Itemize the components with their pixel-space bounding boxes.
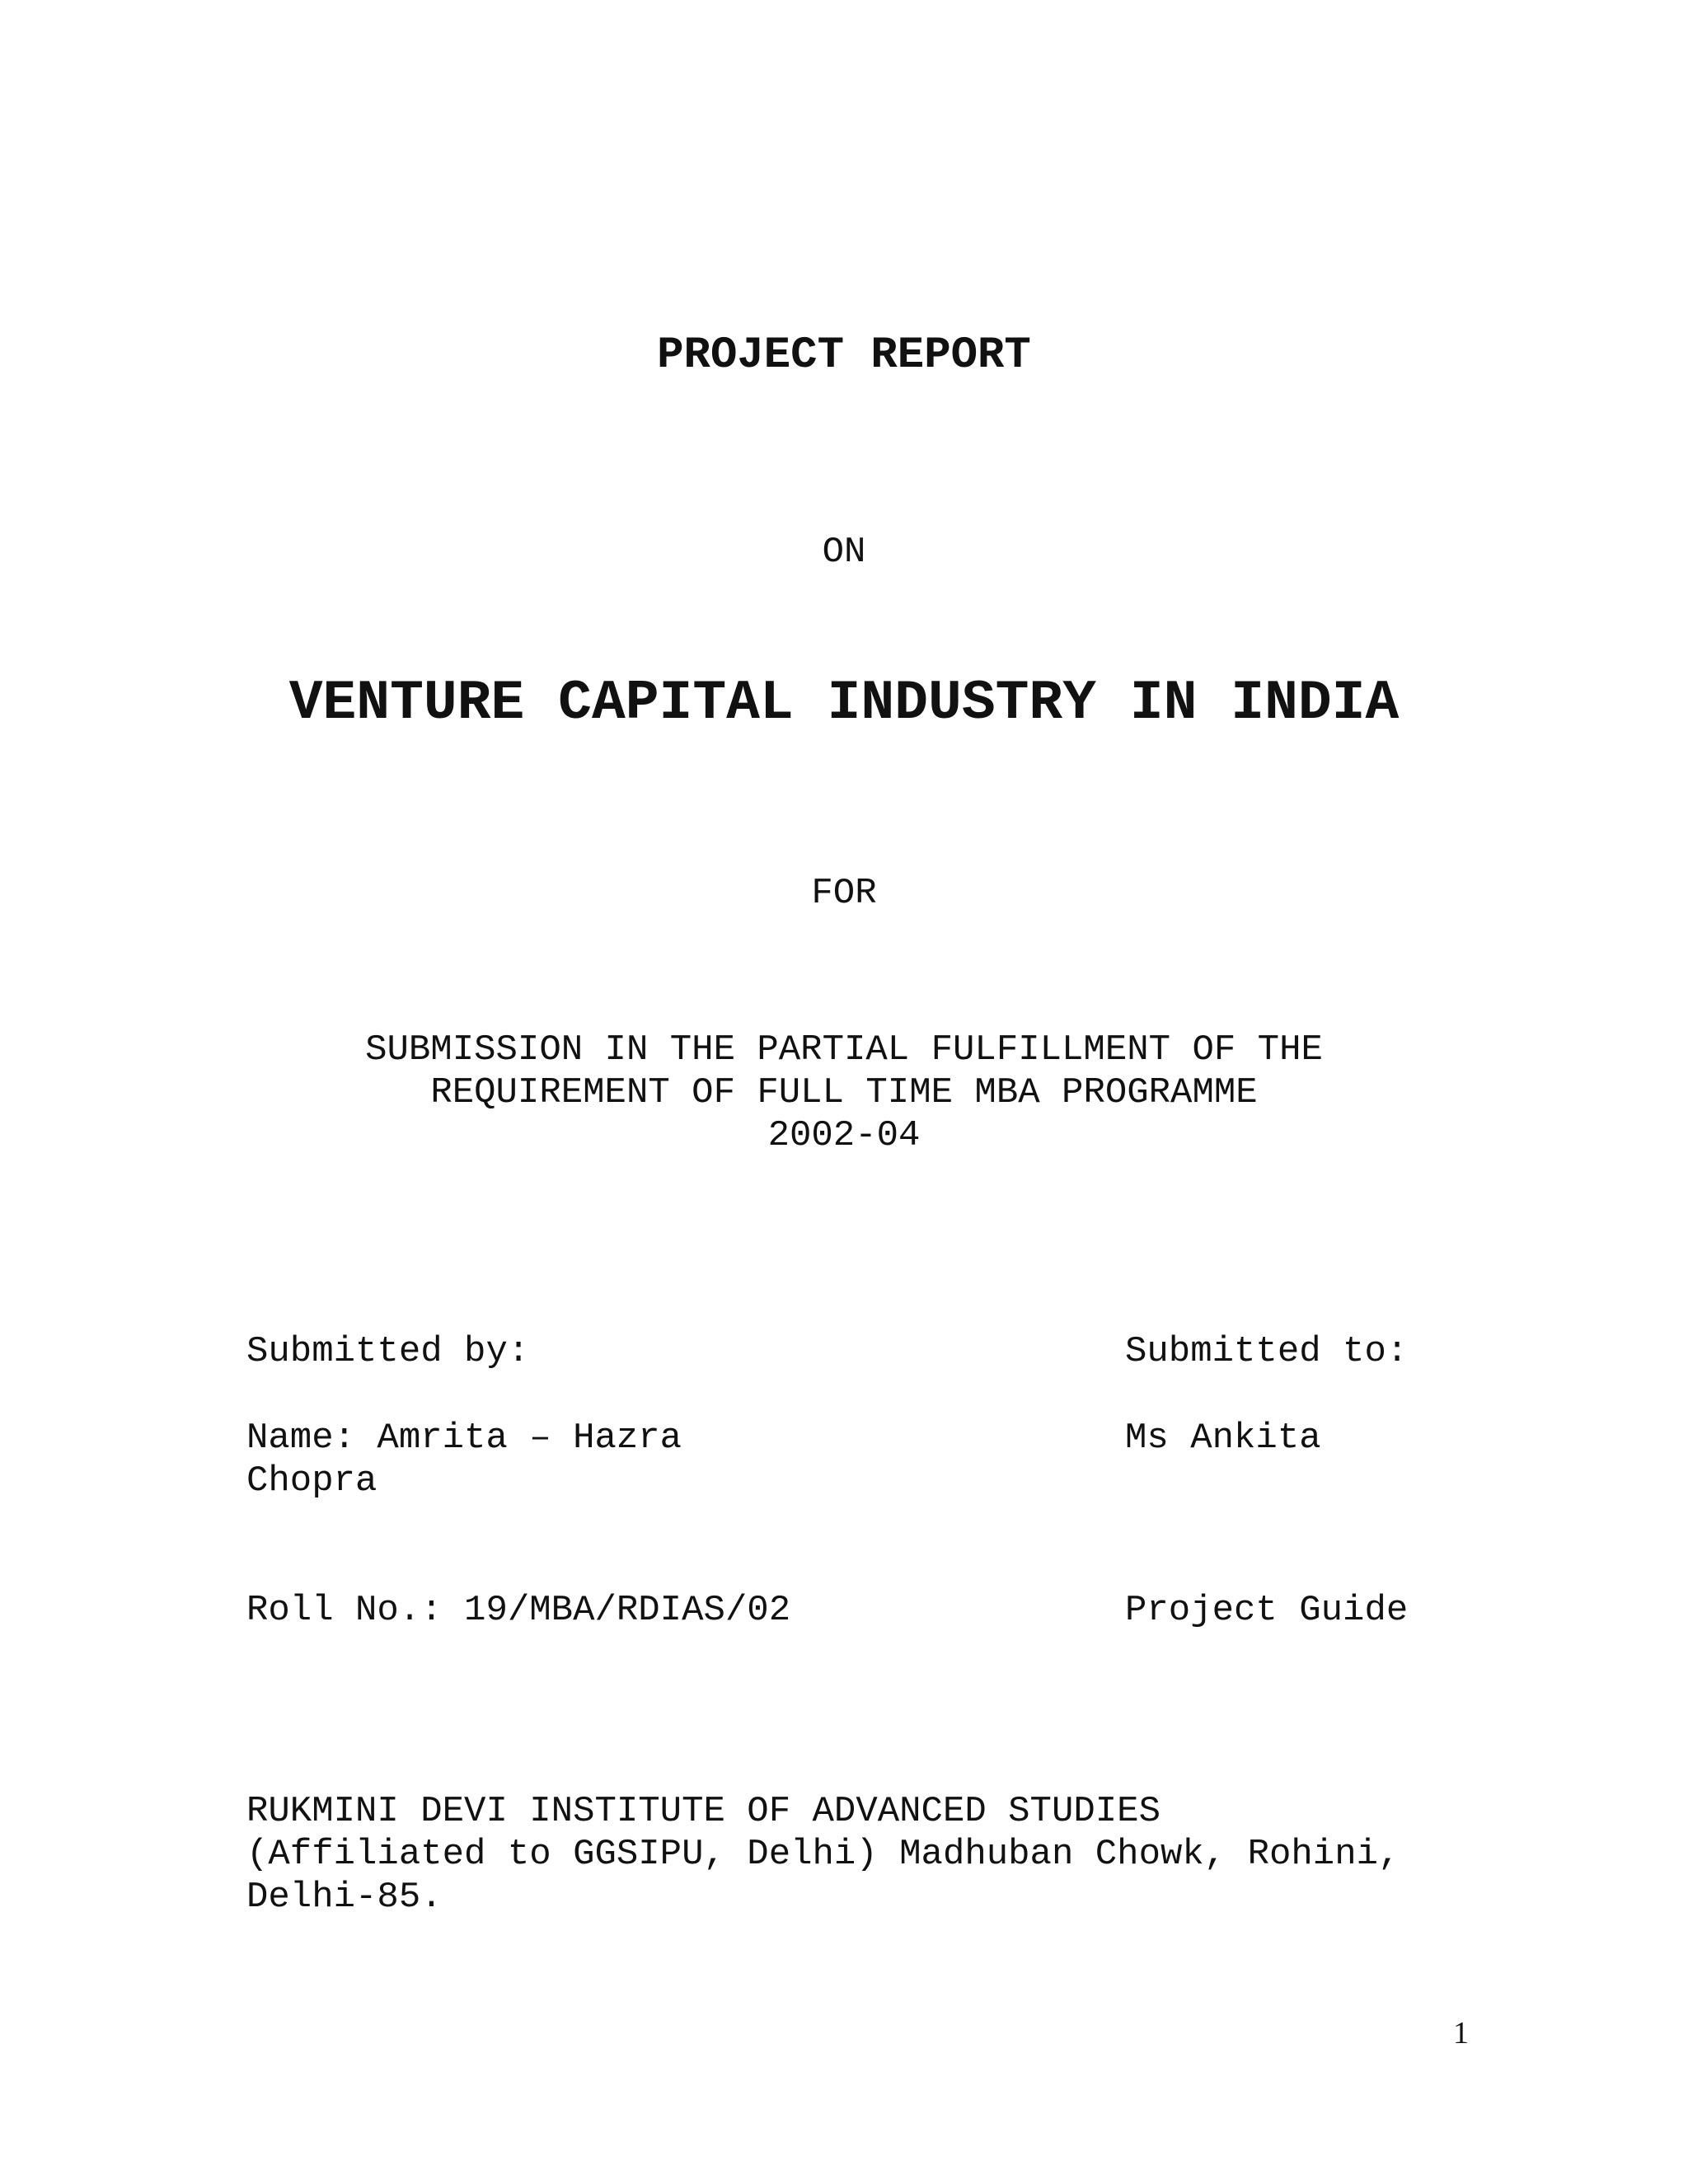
page-number: 1 [1453,2016,1469,2050]
submission-year: 2002-04 [767,1115,921,1156]
institute-city: Delhi-85. [246,1877,443,1918]
student-name: Name: Amrita – Hazra [246,1418,682,1459]
submission-statement [0,1029,1688,1157]
guide-name: Ms Ankita [1125,1418,1321,1459]
submitted-by-label: Submitted by: [246,1331,530,1372]
roll-number: Roll No.: 19/MBA/RDIAS/02 [246,1590,791,1631]
institute-name: RUKMINI DEVI INSTITUTE OF ADVANCED STUDIES [246,1791,1160,1832]
on-label: ON [822,532,866,573]
for-label: FOR [811,873,877,914]
submission-line: REQUIREMENT OF FULL TIME MBA PROGRAMME [430,1072,1258,1113]
report-title: VENTURE CAPITAL INDUSTRY IN INDIA [288,672,1400,735]
report-heading: PROJECT REPORT [657,330,1031,381]
submitted-to-label: Submitted to: [1125,1331,1409,1372]
institute-address [246,1790,1400,1919]
student-name-continued: Chopra [246,1460,377,1502]
submission-line: SUBMISSION IN THE PARTIAL FULFILLMENT OF THE [365,1029,1323,1071]
guide-role: Project Guide [1125,1590,1409,1631]
institute-affiliation: (Affiliated to GGSIPU, Delhi) Madhuban Chowk, Rohini, [246,1834,1400,1875]
